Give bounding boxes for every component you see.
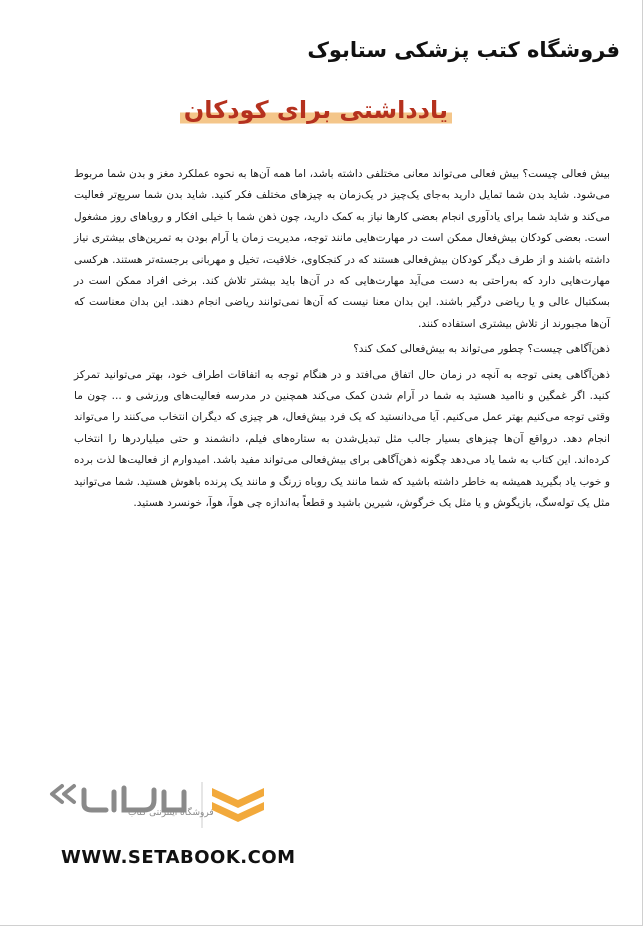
paragraph-intro: بیش فعالی چیست؟ بیش فعالی می‌تواند معانی مختلفی داشته باشد، اما همه آن‌ها به نحوه عملکرد مغز و بدن شما مربوط می‌شود. شاید بدن شما تمایل دارید به‌جای یک‌چیز در یک‌زمان به چیزهای مختلف فکر کنید. شاید بدن شما سریع‌تر فعالیت می‌کند و شاید شما برای یادآوری انجام بعضی کارها نیاز به کمک دارید، چون ذهن شما با خیلی افکار و رویاهای روز مشغول است. بعضی کودکان بیش‌فعال ممکن است در مهارت‌هایی مانند توجه، مدیریت زمان یا آرام بودن به تمرین‌های بیشتری نیاز داشته باشند و از طرف دیگر کودکان بیش‌فعالی هستند که در کنجکاوی، خلاقیت، تخیل و مهربانی برجسته‌تر هستند. هرکسی مهارت‌هایی دارد که به‌راحتی به دست می‌آید مهارت‌هایی که در آن‌ها باید بیشتر تلاش کند. برخی افراد ممکن است در بسکتبال عالی و یا ریاضی درگیر باشند. این بدان معنا نیست که آن‌ها نمی‌توانند ریاضی انجام دهند. این بدان معناست که آن‌ها مجبورند از تلاش بیشتری استفاده کنند.	[74, 168, 610, 330]
book-stack-icon	[212, 788, 264, 822]
book-title-container	[180, 96, 452, 126]
body-text	[74, 164, 610, 515]
store-name-heading: فروشگاه کتب پزشکی ستابوک	[307, 38, 620, 62]
site-url: WWW.SETABOOK.COM	[61, 847, 296, 868]
logo-tagline-container	[42, 796, 214, 842]
logo-tagline: فروشگاه اینترنتی کتاب	[128, 808, 214, 818]
paragraph-mindfulness: ذهن‌آگاهی یعنی توجه به آنچه در زمان حال اتفاق می‌افتد و در هنگام توجه به اتفاقات اطراف خود، بهتر می‌توانید تمرکز کنید. اگر غمگین و ناامید هستید به شما در آرام شدن کمک می‌کند همچنین در مدرسه فعالیت‌های ورزشی و ... چون ما وقتی توجه می‌کنیم بهتر عمل می‌کنیم. آیا می‌دانستید که یک فرد بیش‌فعال، هر چیزی که دیگران انتخاب می‌کنند را می‌تواند انجام دهد. درواقع آن‌ها چیزهای بسیار جالب مثل تبدیل‌شدن به ستاره‌های فیلم، دانشمند و حتی میلیاردرها را انتخاب کرده‌اند. این کتاب به شما یاد می‌دهد چگونه ذهن‌آگاهی برای بیش‌فعالی می‌تواند مفید باشد. امیدوارم از فعالیت‌ها لذت برده و خوب یاد بگیرید همیشه به خاطر داشته باشید که شما مانند یک روباه زرنگ و مانند یک پرنده باهوش هستید. شما می‌توانید مثل یک توله‌سگ، بازیگوش و یا مثل یک خرگوش، شیرین باشید و قطعاً به‌اندازه چی هوآ، هوآ، خونسرد هستید.	[74, 368, 610, 510]
book-title: یادداشتی برای کودکان	[180, 96, 452, 126]
paragraph-question: ذهن‌آگاهی چیست؟ چطور می‌تواند به بیش‌فعالی کمک کند؟	[353, 343, 610, 356]
